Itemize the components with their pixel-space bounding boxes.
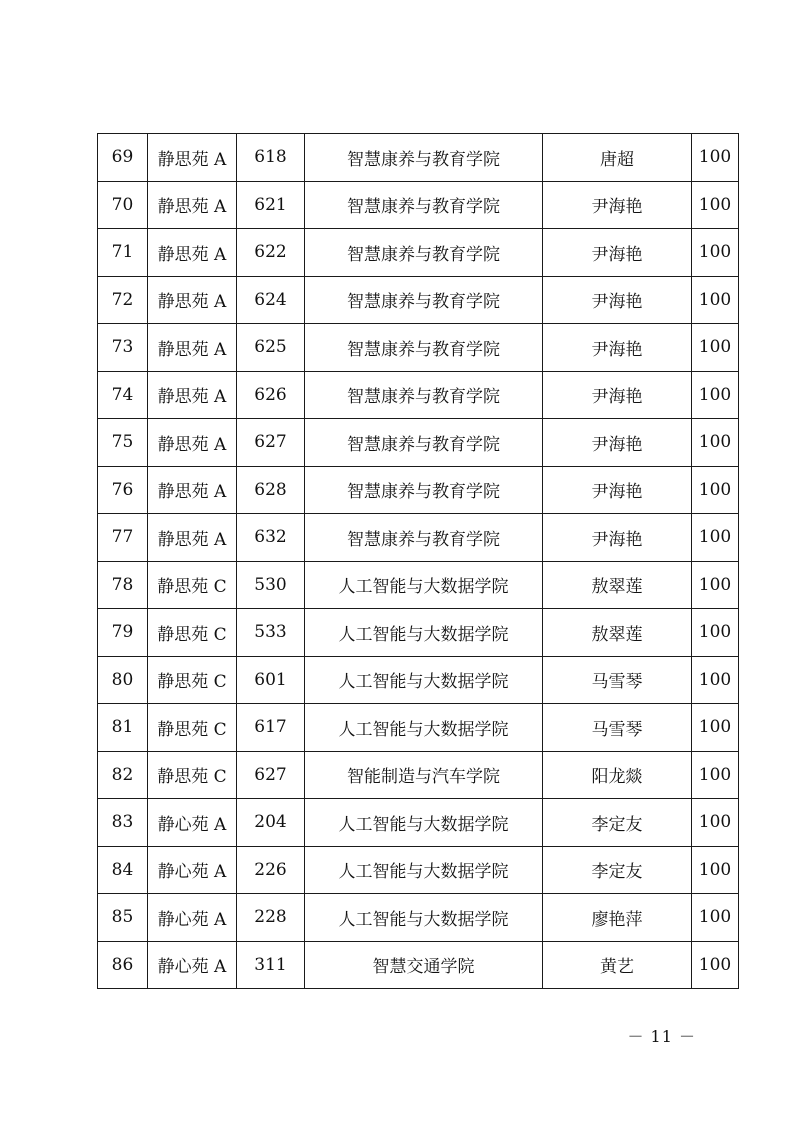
cell-building: 静思苑 A: [148, 276, 237, 324]
cell-score: 100: [692, 276, 739, 324]
table-row: [98, 371, 739, 419]
cell-building: 静思苑 A: [148, 324, 237, 372]
cell-building: 静思苑 A: [148, 466, 237, 514]
cell-building: 静思苑 C: [148, 751, 237, 799]
cell-room: 204: [237, 799, 305, 847]
table-row: [98, 419, 739, 467]
table-row: [98, 799, 739, 847]
cell-row-number: 81: [98, 704, 148, 752]
cell-score: 100: [692, 846, 739, 894]
cell-counselor: 黄艺: [543, 941, 692, 989]
cell-college: 智慧康养与教育学院: [305, 181, 543, 229]
cell-college: 人工智能与大数据学院: [305, 704, 543, 752]
cell-college: 智慧康养与教育学院: [305, 324, 543, 372]
table-row: [98, 751, 739, 799]
cell-row-number: 74: [98, 371, 148, 419]
cell-building: 静心苑 A: [148, 941, 237, 989]
cell-college: 智慧康养与教育学院: [305, 371, 543, 419]
table-row: [98, 134, 739, 182]
cell-counselor: 尹海艳: [543, 419, 692, 467]
table-row: [98, 894, 739, 942]
cell-building: 静思苑 A: [148, 134, 237, 182]
cell-row-number: 85: [98, 894, 148, 942]
cell-college: 智能制造与汽车学院: [305, 751, 543, 799]
cell-room: 621: [237, 181, 305, 229]
cell-room: 632: [237, 514, 305, 562]
cell-college: 智慧康养与教育学院: [305, 514, 543, 562]
cell-score: 100: [692, 419, 739, 467]
cell-counselor: 马雪琴: [543, 704, 692, 752]
cell-row-number: 69: [98, 134, 148, 182]
cell-college: 人工智能与大数据学院: [305, 799, 543, 847]
cell-counselor: 尹海艳: [543, 466, 692, 514]
cell-row-number: 82: [98, 751, 148, 799]
table-row: [98, 181, 739, 229]
table-row: [98, 609, 739, 657]
cell-counselor: 尹海艳: [543, 276, 692, 324]
cell-college: 人工智能与大数据学院: [305, 894, 543, 942]
cell-building: 静思苑 C: [148, 656, 237, 704]
cell-counselor: 唐超: [543, 134, 692, 182]
cell-building: 静思苑 A: [148, 514, 237, 562]
cell-row-number: 78: [98, 561, 148, 609]
cell-room: 627: [237, 419, 305, 467]
cell-building: 静思苑 A: [148, 229, 237, 277]
cell-building: 静思苑 A: [148, 371, 237, 419]
cell-room: 311: [237, 941, 305, 989]
cell-score: 100: [692, 229, 739, 277]
cell-room: 625: [237, 324, 305, 372]
cell-counselor: 马雪琴: [543, 656, 692, 704]
table-body: [98, 134, 739, 989]
cell-counselor: 尹海艳: [543, 514, 692, 562]
cell-counselor: 敖翠莲: [543, 561, 692, 609]
cell-college: 人工智能与大数据学院: [305, 561, 543, 609]
cell-counselor: 李定友: [543, 846, 692, 894]
cell-college: 智慧康养与教育学院: [305, 276, 543, 324]
cell-row-number: 76: [98, 466, 148, 514]
cell-room: 228: [237, 894, 305, 942]
table-row: [98, 229, 739, 277]
cell-score: 100: [692, 371, 739, 419]
cell-row-number: 72: [98, 276, 148, 324]
cell-row-number: 71: [98, 229, 148, 277]
cell-building: 静思苑 A: [148, 181, 237, 229]
cell-building: 静心苑 A: [148, 894, 237, 942]
cell-row-number: 80: [98, 656, 148, 704]
table-row: [98, 846, 739, 894]
cell-row-number: 75: [98, 419, 148, 467]
cell-building: 静思苑 C: [148, 704, 237, 752]
table-row: [98, 276, 739, 324]
cell-college: 智慧康养与教育学院: [305, 229, 543, 277]
table-row: [98, 324, 739, 372]
cell-building: 静心苑 A: [148, 846, 237, 894]
table-row: [98, 466, 739, 514]
cell-score: 100: [692, 181, 739, 229]
cell-score: 100: [692, 894, 739, 942]
cell-college: 智慧交通学院: [305, 941, 543, 989]
cell-room: 626: [237, 371, 305, 419]
table-row: [98, 561, 739, 609]
cell-counselor: 尹海艳: [543, 181, 692, 229]
cell-room: 618: [237, 134, 305, 182]
cell-room: 601: [237, 656, 305, 704]
dormitory-score-table: [97, 133, 739, 989]
cell-room: 617: [237, 704, 305, 752]
cell-counselor: 阳龙燚: [543, 751, 692, 799]
cell-college: 人工智能与大数据学院: [305, 609, 543, 657]
cell-room: 627: [237, 751, 305, 799]
cell-college: 人工智能与大数据学院: [305, 846, 543, 894]
table-row: [98, 656, 739, 704]
cell-row-number: 84: [98, 846, 148, 894]
cell-score: 100: [692, 941, 739, 989]
cell-row-number: 70: [98, 181, 148, 229]
cell-score: 100: [692, 609, 739, 657]
cell-building: 静思苑 C: [148, 561, 237, 609]
cell-room: 622: [237, 229, 305, 277]
cell-building: 静思苑 A: [148, 419, 237, 467]
cell-score: 100: [692, 561, 739, 609]
cell-room: 530: [237, 561, 305, 609]
cell-counselor: 尹海艳: [543, 324, 692, 372]
table-row: [98, 514, 739, 562]
cell-score: 100: [692, 134, 739, 182]
cell-college: 智慧康养与教育学院: [305, 419, 543, 467]
cell-counselor: 廖艳萍: [543, 894, 692, 942]
cell-room: 624: [237, 276, 305, 324]
cell-room: 226: [237, 846, 305, 894]
cell-row-number: 86: [98, 941, 148, 989]
table-row: [98, 941, 739, 989]
cell-score: 100: [692, 514, 739, 562]
cell-college: 人工智能与大数据学院: [305, 656, 543, 704]
cell-counselor: 尹海艳: [543, 371, 692, 419]
cell-college: 智慧康养与教育学院: [305, 466, 543, 514]
table-row: [98, 704, 739, 752]
cell-college: 智慧康养与教育学院: [305, 134, 543, 182]
cell-score: 100: [692, 799, 739, 847]
page-number: － 11 －: [627, 1027, 696, 1046]
cell-score: 100: [692, 656, 739, 704]
cell-building: 静心苑 A: [148, 799, 237, 847]
cell-building: 静思苑 C: [148, 609, 237, 657]
cell-counselor: 敖翠莲: [543, 609, 692, 657]
cell-row-number: 77: [98, 514, 148, 562]
cell-score: 100: [692, 466, 739, 514]
cell-counselor: 李定友: [543, 799, 692, 847]
cell-row-number: 79: [98, 609, 148, 657]
cell-score: 100: [692, 324, 739, 372]
cell-score: 100: [692, 704, 739, 752]
cell-room: 533: [237, 609, 305, 657]
cell-room: 628: [237, 466, 305, 514]
cell-counselor: 尹海艳: [543, 229, 692, 277]
cell-row-number: 83: [98, 799, 148, 847]
cell-row-number: 73: [98, 324, 148, 372]
cell-score: 100: [692, 751, 739, 799]
